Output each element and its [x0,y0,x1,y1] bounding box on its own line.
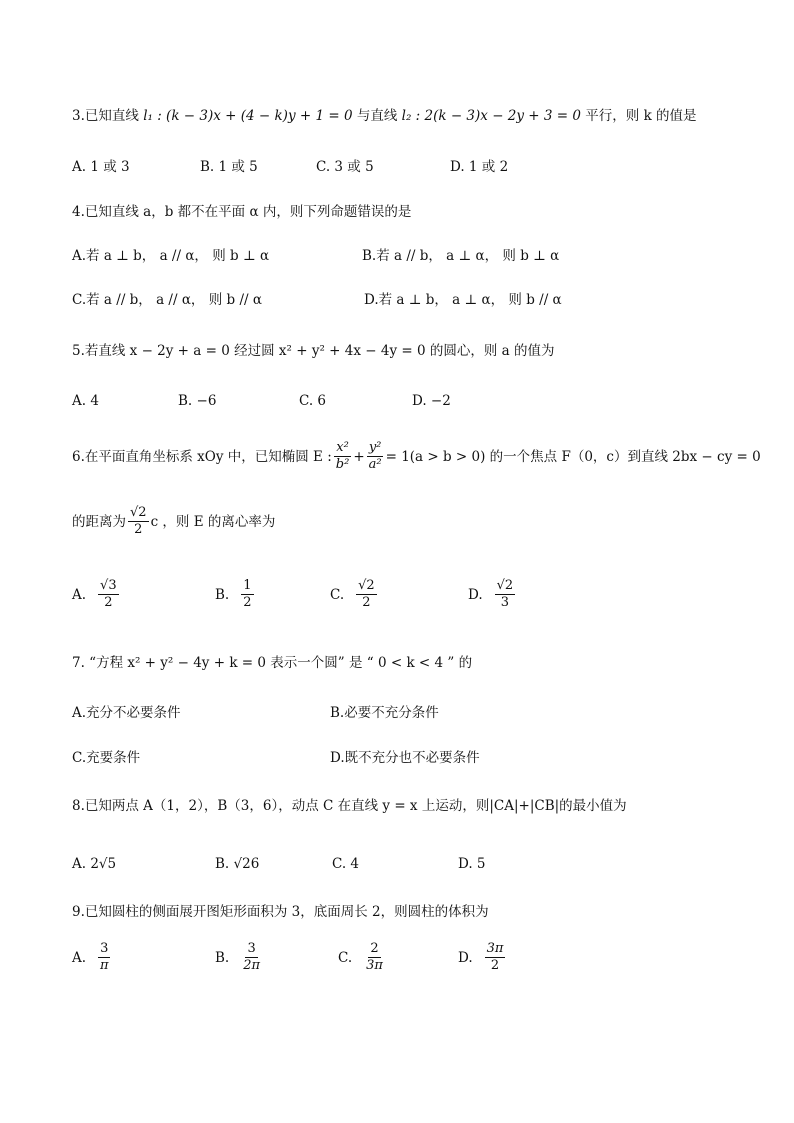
q8-option-a: A. 2√5 [72,856,117,872]
q6-option-a-fraction [98,578,119,611]
q6-frac1-num: x² [336,440,349,455]
q3-stem-text: 3.已知直线 [72,108,139,124]
question-3-stem [72,106,697,126]
q9-option-d [458,941,507,974]
q6-option-b-den: 2 [243,595,252,610]
q3-stem-after: 平行，则 k 的值是 [585,108,697,124]
q3-connector: 与直线 [356,108,398,124]
q9-option-a-label: A. [72,949,87,966]
question-8-stem: 8.已知两点 A（1，2），B（3，6），动点 C 在直线 y = x 上运动，则|CA|+|CB|的最小值为 [72,798,627,814]
q6-option-d-label: D. [468,586,483,603]
q7-option-b: B.必要不充分条件 [330,705,439,721]
q9-option-a-den: π [100,958,109,973]
q9-option-d-label: D. [458,949,473,966]
q6-ellipse-fraction-x [334,440,352,473]
q6-option-a-den: 2 [104,595,113,610]
q9-option-c-num: 2 [370,941,379,956]
q9-option-a-num: 3 [100,941,109,956]
q5-option-c: C. 6 [299,393,327,409]
q7-option-d: D.既不充分也不必要条件 [330,750,480,766]
q6-option-d [468,578,517,611]
q9-option-b-den: 2π [243,958,261,973]
q6-option-d-den: 3 [500,595,510,610]
q6-distance-fraction [128,505,149,538]
q6-option-c-fraction [356,578,377,611]
q6-option-a [72,578,121,611]
question-9-stem: 9.已知圆柱的侧面展开图矩形面积为 3，底面周长 2，则圆柱的体积为 [72,904,489,920]
q6-frac2-num: y² [368,440,382,455]
q4-option-d: D.若 a ⊥ b， a ⊥ α， 则 b // α [364,292,562,308]
q6-option-b-fraction [241,578,253,611]
q4-option-a: A.若 a ⊥ b， a // α， 则 b ⊥ α [72,248,270,264]
question-5-stem: 5.若直线 x − 2y + a = 0 经过圆 x² + y² + 4x − 4y = 0 的圆心，则 a 的值为 [72,343,555,359]
q6-option-d-fraction [495,578,516,611]
q6-frac1-den: b² [335,457,350,472]
q8-option-c: C. 4 [332,856,360,872]
q8-option-d: D. 5 [458,856,486,872]
q6-option-b [215,578,256,611]
q6-plus: + [353,448,365,465]
q3-line-l1: l₁ : (k − 3)x + (4 − k)y + 1 = 0 [143,108,353,124]
q5-option-b: B. −6 [178,393,217,409]
q6-stem-text: 6.在平面直角坐标系 xOy 中，已知椭圆 E : [72,448,332,465]
q9-option-b-fraction [241,941,262,974]
q6-option-c-num: √2 [358,578,375,593]
q6-ellipse-fraction-y [367,440,384,473]
q9-option-d-fraction [485,941,506,974]
q6-option-c-den: 2 [362,595,371,610]
question-6-stem-line2 [72,505,275,538]
q9-option-a-fraction [98,941,111,974]
q9-option-c-den: 3π [366,958,383,973]
q6-option-d-num: √2 [496,578,514,593]
q6-option-b-num: 1 [243,578,252,593]
q9-option-b-num: 3 [247,941,256,956]
q9-option-b [215,941,264,974]
q6-distance-den: 2 [134,522,143,537]
q9-option-d-den: 2 [490,958,500,973]
q9-option-d-num: 3π [486,941,504,956]
q3-option-c: C. 3 或 5 [316,159,374,175]
q4-option-c: C.若 a // b， a // α， 则 b // α [72,292,262,308]
q3-option-b: B. 1 或 5 [200,159,258,175]
q6-stem-continued: = 1(a > b > 0) 的一个焦点 F（0，c）到直线 2bx − cy = 0 [385,448,761,465]
q6-option-a-label: A. [72,586,87,603]
q7-option-c: C.充要条件 [72,750,141,766]
q6-distance-label: 的距离为 [72,513,126,530]
q6-option-c-label: C. [330,586,345,603]
q3-option-a: A. 1 或 3 [72,159,130,175]
q5-option-d: D. −2 [412,393,451,409]
q9-option-b-label: B. [215,949,230,966]
q6-option-a-num: √3 [100,578,117,593]
q6-frac2-den: a² [368,457,382,472]
q9-option-c [338,941,387,974]
q9-option-c-label: C. [338,949,353,966]
q5-option-a: A. 4 [72,393,99,409]
q9-option-a [72,941,113,974]
q6-option-b-label: B. [215,586,230,603]
q4-option-b: B.若 a // b， a ⊥ α， 则 b ⊥ α [362,248,560,264]
q9-option-c-fraction [364,941,385,974]
q3-line-l2: l₂ : 2(k − 3)x − 2y + 3 = 0 [401,108,581,124]
question-7-stem: 7. “方程 x² + y² − 4y + k = 0 表示一个圆” 是 “ 0 < k < 4 ” 的 [72,655,473,671]
q7-option-a: A.充分不必要条件 [72,705,181,721]
q8-option-b: B. √26 [215,856,260,872]
q3-option-d: D. 1 或 2 [450,159,509,175]
q6-option-c [330,578,379,611]
question-4-stem: 4.已知直线 a，b 都不在平面 α 内，则下列命题错误的是 [72,204,412,220]
question-6-stem [72,440,761,473]
q6-distance-num: √2 [130,505,147,520]
q6-stem-end: c ，则 E 的离心率为 [150,513,276,530]
